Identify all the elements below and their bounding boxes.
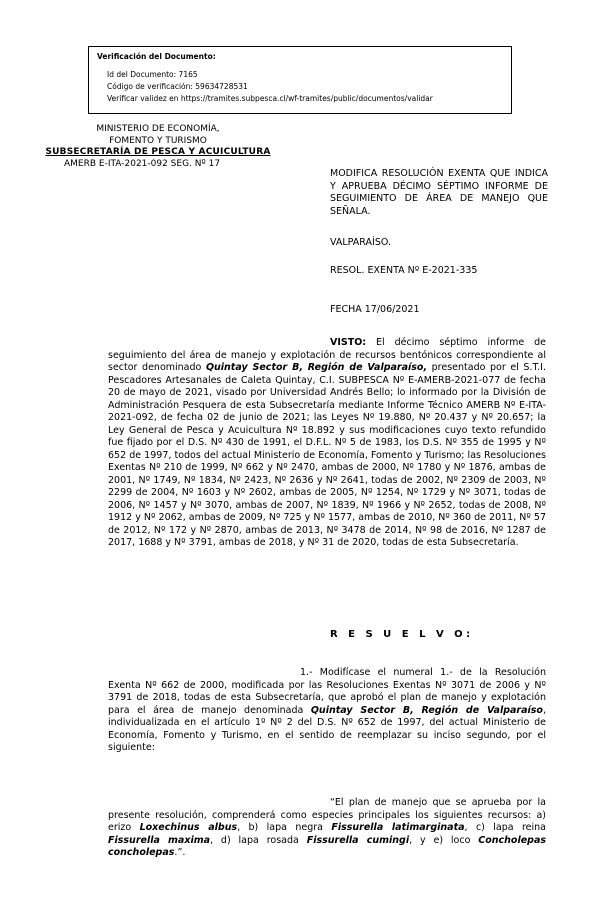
species-3: Fissurella maxima (108, 834, 211, 846)
species-4: Fissurella cumingi (306, 834, 410, 846)
quote-text-3: , c) lapa reina (464, 822, 546, 833)
verification-box (88, 46, 512, 114)
quote-text-1: “El plan de manejo que se aprueba por la presente resolución, comprenderá como especies principales los siguientes recursos: a) erizo (108, 797, 546, 833)
visto-area-name: Quintay Sector B, Región de Valparaíso, (205, 362, 428, 373)
ministry-name-2: FOMENTO Y TURISMO (109, 135, 207, 146)
verification-link[interactable]: • Verificar validez en https://tramites.subpesca.cl/wf-tramites/public/documentos/validar (107, 93, 503, 105)
document-id: • Id del Documento: 7165 (107, 69, 503, 81)
ministry-name: MINISTERIO DE ECONOMÍA, (96, 124, 220, 134)
quote-text-5: , y e) loco (409, 834, 479, 846)
visto-paragraph (108, 337, 546, 550)
point1-area-name: Quintay Sector B, Región de Valparaíso (310, 704, 543, 716)
visto-text-1: El décimo séptimo informe de seguimiento del área de manejo y explotación de recursos bentónicos correspondiente al sector denominado (108, 337, 546, 373)
verification-code: • Código de verificación: 59634728531 (107, 81, 503, 93)
resolution-number: RESOL. EXENTA Nº E-2021-335 (330, 265, 478, 276)
point1-text-1: 1.- Modifícase el numeral 1.- de la Resolución Exenta Nº 662 de 2000, modificada por las Resoluciones Exentas Nº 3071 de 2006 y Nº 3791 de 2018, todas de esta Subsecretaría, que aprobó el plan de manejo y explotación para el área de manejo denominada (108, 667, 546, 716)
document-title: MODIFICA RESOLUCIÓN EXENTA QUE INDICA Y APRUEBA DÉCIMO SÉPTIMO INFORME DE SEGUIMIENTO DE ÁREA DE MANEJO QUE SEÑALA. (330, 168, 548, 217)
quoted-paragraph (108, 797, 546, 860)
species-5: Concholepas concholepas (108, 834, 547, 858)
resuelvo-heading: R E S U E L V O: (330, 629, 474, 640)
point1-text-2: , individualizada en el artículo 1º Nº 2 del D.S. Nº 652 de 1997, del actual Ministerio de Economía, Fomento y Turismo, en el sentido de reemplazar su inciso segundo, por el siguiente: (108, 704, 546, 753)
verification-title: Verificación del Documento: (97, 52, 216, 61)
quote-text-2: , b) lapa negra (237, 822, 332, 833)
visto-label: VISTO: (330, 337, 367, 348)
species-1: Loxechinus albus (139, 822, 238, 833)
verification-list (97, 69, 503, 105)
subsecretaria-name: SUBSECRETARÍA DE PESCA Y ACUICULTURA (45, 147, 271, 157)
ministry-header (40, 124, 276, 170)
document-date: FECHA 17/06/2021 (330, 304, 420, 315)
visto-text-2: presentado por el S.T.I. Pescadores Artesanales de Caleta Quintay, C.I. SUBPESCA Nº E-AMERB-2021-077 de fecha 20 de mayo de 2021, visado por Universidad Andrés Bello; lo informado por la División de Administración Pesquera de esta Subsecretaría mediante Informe Técnico AMERB Nº E-ITA-2021-092, de fecha 02 de junio de 2021; las Leyes Nº 19.880, Nº 20.437 y Nº 20.657; la Ley General de Pesca y Acuicultura Nº 18.892 y sus modificaciones cuyo texto refundido fue fijado por el D.S. Nº 430 de 1991, el D.F.L. Nº 5 de 1983, los D.S. Nº 355 de 1995 y Nº 652 de 1997, todos del actual Ministerio de Economía, Fomento y Turismo; las Resoluciones Exentas Nº 210 de 1999, Nº 662 y Nº 2470, ambas de 2000, Nº 1780 y Nº 1876, ambas de 2001, Nº 1749, Nº 1834, Nº 2423, Nº 2636 y Nº 2641, todas de 2002, Nº 2309 de 2003, Nº 2299 de 2004, Nº 1603 y Nº 2602, ambas de 2005, Nº 1254, Nº 1729 y Nº 3071, todas de 2006, Nº 1457 y Nº 3070, ambas de 2007, Nº 1839, Nº 1966 y Nº 2652, todas de 2008, Nº 1912 y Nº 2062, ambas de 2009, Nº 725 y Nº 1577, ambas de 2010, Nº 360 de 2011, Nº 57 de 2012, Nº 172 y Nº 2870, ambas de 2013, Nº 3478 de 2014, Nº 98 de 2016, Nº 1287 de 2017, 1688 y Nº 3791, ambas de 2018, y Nº 31 de 2020, todas de esta Subsecretaría. (108, 362, 546, 548)
quote-text-6: .”. (174, 847, 186, 858)
resolution-point-1 (108, 667, 546, 755)
document-place: VALPARAÍSO. (330, 237, 391, 248)
amerb-code: AMERB E-ITA-2021-092 SEG. Nº 17 (64, 158, 221, 169)
quote-text-4: , d) lapa rosada (210, 834, 307, 846)
species-2: Fissurella latimarginata (331, 822, 465, 833)
